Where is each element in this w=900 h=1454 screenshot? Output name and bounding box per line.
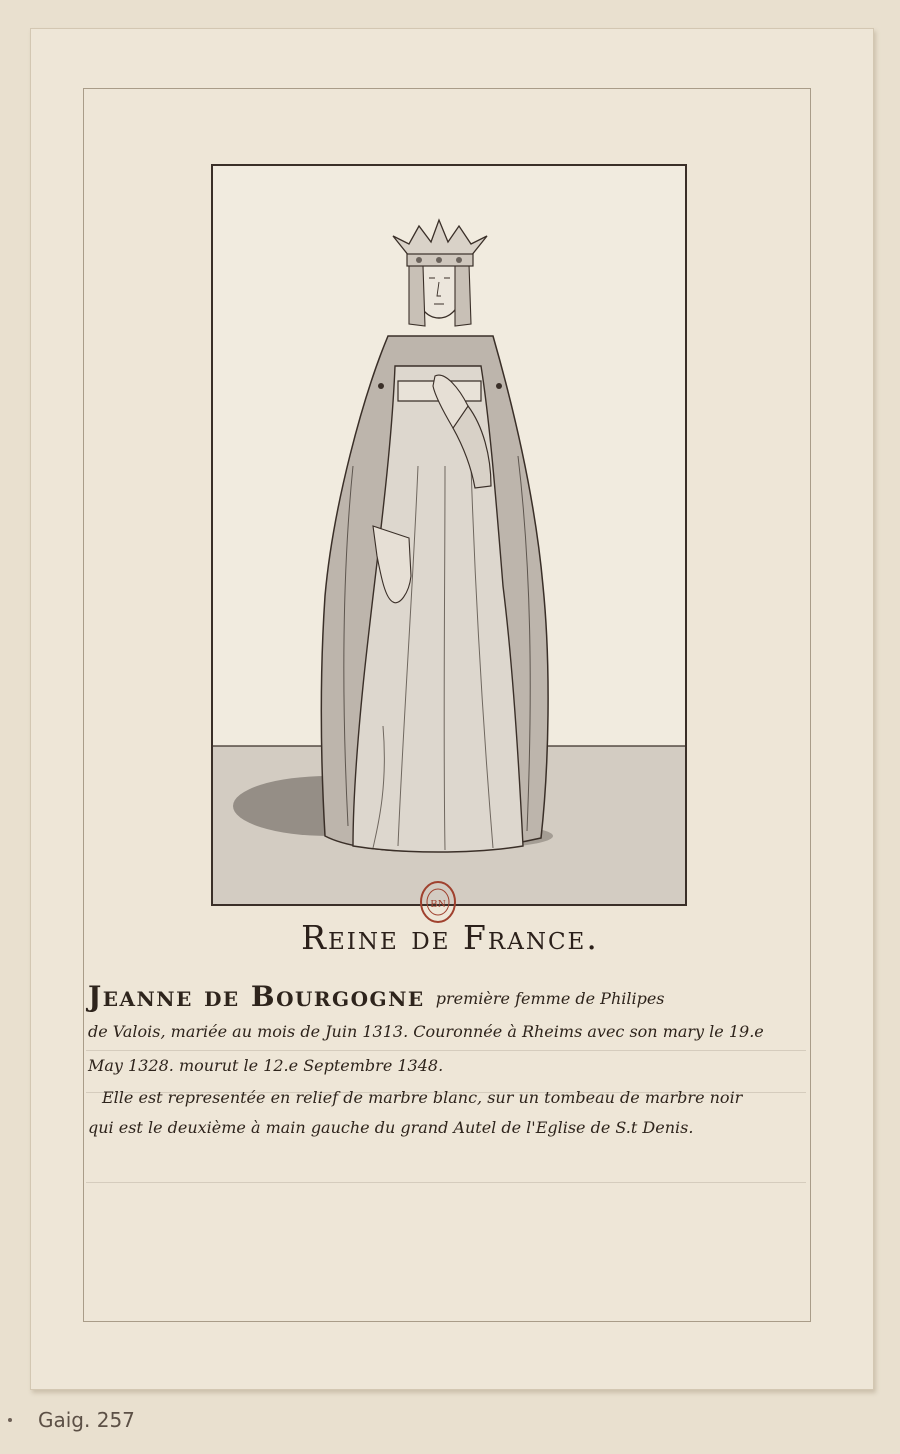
subject-name: Jeanne de Bourgogne [88,980,425,1013]
caption-line-1 [88,980,808,1018]
portrait-frame [211,164,687,906]
caption-block [88,980,808,1148]
caption-text: première femme de Philipes [435,989,665,1008]
ink-mark [8,1418,12,1422]
svg-text:BN: BN [430,898,446,910]
caption-line-3: May 1328. mourut le 12.e Septembre 1348. [88,1056,444,1075]
caption-line-2: de Valois, mariée au mois de Juin 1313. Couronnée à Rheims avec son mary le 19.e [88,1022,764,1041]
caption-line-4: Elle est representée en relief de marbre blanc, sur un tombeau de marbre noir [102,1088,743,1107]
queen-effigy-drawing [213,166,685,904]
ruled-line [86,1182,806,1183]
plate-title: Reine de France. [301,918,599,957]
shelfmark: Gaig. 257 [38,1408,135,1432]
caption-line-5: qui est le deuxième à main gauche du grand Autel de l'Eglise de S.t Denis. [88,1118,694,1137]
